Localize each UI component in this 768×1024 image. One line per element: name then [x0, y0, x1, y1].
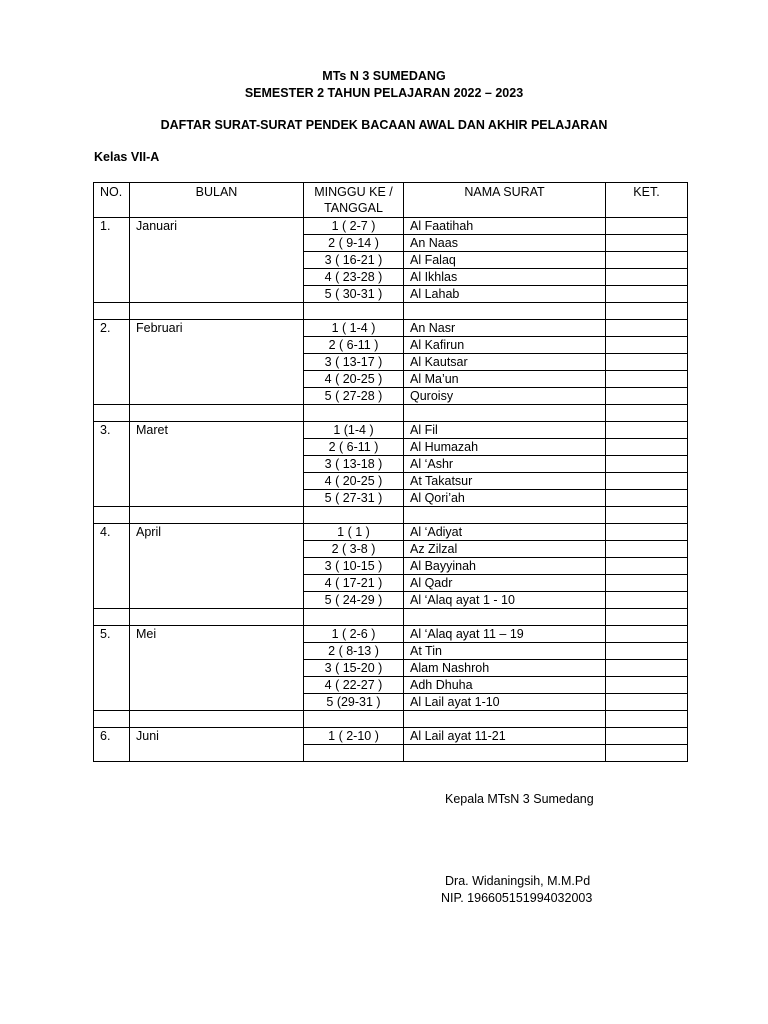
- cell-bulan: [130, 388, 304, 405]
- cell-bulan: [130, 541, 304, 558]
- cell-minggu: 3 ( 13-17 ): [304, 354, 404, 371]
- cell-ket: [606, 524, 688, 541]
- table-row: [94, 677, 688, 694]
- cell-nama-surat: Al Lail ayat 11-21: [404, 728, 606, 745]
- cell-no: [94, 354, 130, 371]
- table-header-row: [94, 183, 688, 218]
- empty-cell: [130, 609, 304, 626]
- cell-ket: [606, 252, 688, 269]
- cell-bulan: [130, 456, 304, 473]
- cell-no: [94, 439, 130, 456]
- cell-nama-surat: An Nasr: [404, 320, 606, 337]
- table-row: [94, 371, 688, 388]
- cell-nama-surat: Al Qadr: [404, 575, 606, 592]
- cell-no: [94, 269, 130, 286]
- cell-ket: [606, 371, 688, 388]
- cell-minggu: 4 ( 17-21 ): [304, 575, 404, 592]
- table-row: [94, 524, 688, 541]
- cell-ket: [606, 235, 688, 252]
- cell-no: [94, 286, 130, 303]
- cell-ket: [606, 456, 688, 473]
- cell-no: [94, 592, 130, 609]
- class-label: Kelas VII-A: [94, 150, 160, 164]
- cell-no: [94, 388, 130, 405]
- cell-no: 2.: [94, 320, 130, 337]
- cell-nama-surat: Alam Nashroh: [404, 660, 606, 677]
- cell-ket: [606, 745, 688, 762]
- spacer-row: [94, 405, 688, 422]
- spacer-row: [94, 609, 688, 626]
- cell-minggu: 2 ( 8-13 ): [304, 643, 404, 660]
- cell-ket: [606, 354, 688, 371]
- empty-cell: [304, 405, 404, 422]
- empty-cell: [130, 303, 304, 320]
- semester-line: SEMESTER 2 TAHUN PELAJARAN 2022 – 2023: [244, 86, 524, 100]
- cell-ket: [606, 643, 688, 660]
- empty-cell: [404, 303, 606, 320]
- spacer-row: [94, 507, 688, 524]
- spacer-row: [94, 711, 688, 728]
- cell-nama-surat: Al ‘Adiyat: [404, 524, 606, 541]
- cell-ket: [606, 439, 688, 456]
- school-name: MTs N 3 SUMEDANG: [322, 69, 446, 83]
- empty-cell: [304, 711, 404, 728]
- cell-bulan: Juni: [130, 728, 304, 745]
- cell-ket: [606, 541, 688, 558]
- cell-nama-surat: Al ‘Alaq ayat 1 - 10: [404, 592, 606, 609]
- empty-cell: [94, 711, 130, 728]
- cell-bulan: [130, 490, 304, 507]
- cell-bulan: [130, 558, 304, 575]
- cell-no: [94, 490, 130, 507]
- cell-bulan: Mei: [130, 626, 304, 643]
- cell-bulan: [130, 643, 304, 660]
- table-row: [94, 337, 688, 354]
- cell-nama-surat: Al ‘Alaq ayat 11 – 19: [404, 626, 606, 643]
- cell-bulan: [130, 269, 304, 286]
- cell-minggu: 1 ( 2-10 ): [304, 728, 404, 745]
- table-row: [94, 252, 688, 269]
- table-row: [94, 592, 688, 609]
- table-row: [94, 745, 688, 762]
- cell-bulan: [130, 660, 304, 677]
- cell-minggu: 3 ( 13-18 ): [304, 456, 404, 473]
- cell-minggu: 3 ( 16-21 ): [304, 252, 404, 269]
- cell-ket: [606, 626, 688, 643]
- spacer-row: [94, 303, 688, 320]
- empty-cell: [94, 609, 130, 626]
- cell-ket: [606, 490, 688, 507]
- table-row: [94, 456, 688, 473]
- table-row: [94, 558, 688, 575]
- signature-title: Kepala MTsN 3 Sumedang: [445, 792, 594, 806]
- cell-bulan: Maret: [130, 422, 304, 439]
- empty-cell: [404, 405, 606, 422]
- cell-ket: [606, 558, 688, 575]
- cell-no: 6.: [94, 728, 130, 745]
- table-row: [94, 218, 688, 235]
- empty-cell: [94, 405, 130, 422]
- cell-nama-surat: Az Zilzal: [404, 541, 606, 558]
- cell-no: [94, 575, 130, 592]
- cell-ket: [606, 269, 688, 286]
- cell-nama-surat: Adh Dhuha: [404, 677, 606, 694]
- cell-minggu: 5 (29-31 ): [304, 694, 404, 711]
- cell-minggu: 4 ( 23-28 ): [304, 269, 404, 286]
- signature-nip: NIP. 196605151994032003: [441, 891, 593, 905]
- empty-cell: [304, 609, 404, 626]
- cell-nama-surat: Al Ma’un: [404, 371, 606, 388]
- cell-nama-surat: Al Kafirun: [404, 337, 606, 354]
- cell-nama-surat: Al Kautsar: [404, 354, 606, 371]
- table-row: [94, 728, 688, 745]
- cell-no: [94, 643, 130, 660]
- cell-minggu: [304, 745, 404, 762]
- table-row: [94, 490, 688, 507]
- signature-name: Dra. Widaningsih, M.M.Pd: [445, 874, 591, 888]
- cell-minggu: 3 ( 15-20 ): [304, 660, 404, 677]
- table-row: [94, 541, 688, 558]
- column-header-bulan: BULAN: [130, 183, 304, 218]
- cell-bulan: April: [130, 524, 304, 541]
- cell-nama-surat: Al Bayyinah: [404, 558, 606, 575]
- empty-cell: [404, 711, 606, 728]
- cell-no: 3.: [94, 422, 130, 439]
- cell-nama-surat: [404, 745, 606, 762]
- empty-cell: [606, 303, 688, 320]
- cell-no: [94, 694, 130, 711]
- cell-minggu: 1 ( 1-4 ): [304, 320, 404, 337]
- table-row: [94, 286, 688, 303]
- cell-ket: [606, 575, 688, 592]
- cell-ket: [606, 422, 688, 439]
- column-header-no: NO.: [94, 183, 130, 218]
- cell-no: [94, 235, 130, 252]
- cell-ket: [606, 286, 688, 303]
- empty-cell: [130, 711, 304, 728]
- cell-no: 4.: [94, 524, 130, 541]
- cell-minggu: 4 ( 20-25 ): [304, 473, 404, 490]
- cell-nama-surat: Quroisy: [404, 388, 606, 405]
- cell-no: [94, 456, 130, 473]
- cell-ket: [606, 218, 688, 235]
- table-row: [94, 235, 688, 252]
- cell-nama-surat: At Tin: [404, 643, 606, 660]
- cell-no: [94, 337, 130, 354]
- cell-no: [94, 473, 130, 490]
- cell-bulan: [130, 745, 304, 762]
- table-row: [94, 694, 688, 711]
- cell-bulan: [130, 286, 304, 303]
- cell-ket: [606, 592, 688, 609]
- empty-cell: [130, 405, 304, 422]
- cell-no: [94, 558, 130, 575]
- cell-nama-surat: Al Faatihah: [404, 218, 606, 235]
- cell-ket: [606, 388, 688, 405]
- table-row: [94, 575, 688, 592]
- table-row: [94, 626, 688, 643]
- table-row: [94, 643, 688, 660]
- cell-bulan: Februari: [130, 320, 304, 337]
- cell-minggu: 2 ( 6-11 ): [304, 337, 404, 354]
- cell-nama-surat: Al Humazah: [404, 439, 606, 456]
- cell-nama-surat: Al Ikhlas: [404, 269, 606, 286]
- column-header-nama-surat: NAMA SURAT: [404, 183, 606, 218]
- cell-minggu: 2 ( 3-8 ): [304, 541, 404, 558]
- cell-bulan: [130, 337, 304, 354]
- cell-ket: [606, 694, 688, 711]
- cell-ket: [606, 660, 688, 677]
- cell-nama-surat: Al Lail ayat 1-10: [404, 694, 606, 711]
- cell-bulan: [130, 677, 304, 694]
- empty-cell: [304, 507, 404, 524]
- cell-minggu: 1 ( 1 ): [304, 524, 404, 541]
- table-row: [94, 354, 688, 371]
- document-title: DAFTAR SURAT-SURAT PENDEK BACAAN AWAL DAN AKHIR PELAJARAN: [160, 118, 608, 132]
- cell-bulan: [130, 439, 304, 456]
- cell-ket: [606, 320, 688, 337]
- table-row: [94, 269, 688, 286]
- column-header-minggu: MINGGU KE / TANGGAL: [304, 183, 404, 218]
- cell-minggu: 4 ( 20-25 ): [304, 371, 404, 388]
- cell-nama-surat: Al Fil: [404, 422, 606, 439]
- empty-cell: [304, 303, 404, 320]
- cell-no: [94, 371, 130, 388]
- empty-cell: [94, 303, 130, 320]
- cell-minggu: 5 ( 27-28 ): [304, 388, 404, 405]
- empty-cell: [606, 711, 688, 728]
- cell-nama-surat: Al Qori’ah: [404, 490, 606, 507]
- cell-bulan: [130, 575, 304, 592]
- cell-ket: [606, 728, 688, 745]
- empty-cell: [404, 609, 606, 626]
- cell-no: [94, 660, 130, 677]
- table-row: [94, 320, 688, 337]
- cell-minggu: 5 ( 30-31 ): [304, 286, 404, 303]
- empty-cell: [404, 507, 606, 524]
- cell-no: [94, 745, 130, 762]
- empty-cell: [606, 609, 688, 626]
- cell-no: [94, 541, 130, 558]
- cell-minggu: 5 ( 24-29 ): [304, 592, 404, 609]
- cell-minggu: 4 ( 22-27 ): [304, 677, 404, 694]
- cell-nama-surat: Al ‘Ashr: [404, 456, 606, 473]
- cell-bulan: [130, 235, 304, 252]
- cell-bulan: [130, 371, 304, 388]
- cell-nama-surat: At Takatsur: [404, 473, 606, 490]
- empty-cell: [606, 507, 688, 524]
- surah-schedule-table: [93, 182, 688, 762]
- cell-ket: [606, 473, 688, 490]
- cell-bulan: [130, 252, 304, 269]
- cell-ket: [606, 677, 688, 694]
- cell-bulan: [130, 694, 304, 711]
- cell-bulan: [130, 592, 304, 609]
- cell-bulan: [130, 473, 304, 490]
- cell-no: [94, 252, 130, 269]
- table-row: [94, 473, 688, 490]
- table-row: [94, 660, 688, 677]
- cell-nama-surat: Al Falaq: [404, 252, 606, 269]
- cell-minggu: 2 ( 9-14 ): [304, 235, 404, 252]
- empty-cell: [130, 507, 304, 524]
- cell-minggu: 2 ( 6-11 ): [304, 439, 404, 456]
- cell-minggu: 5 ( 27-31 ): [304, 490, 404, 507]
- cell-nama-surat: An Naas: [404, 235, 606, 252]
- empty-cell: [606, 405, 688, 422]
- table-row: [94, 422, 688, 439]
- cell-minggu: 1 (1-4 ): [304, 422, 404, 439]
- table-row: [94, 439, 688, 456]
- column-header-ket: KET.: [606, 183, 688, 218]
- cell-no: 5.: [94, 626, 130, 643]
- empty-cell: [94, 507, 130, 524]
- cell-bulan: [130, 354, 304, 371]
- cell-bulan: Januari: [130, 218, 304, 235]
- cell-minggu: 1 ( 2-7 ): [304, 218, 404, 235]
- cell-nama-surat: Al Lahab: [404, 286, 606, 303]
- cell-minggu: 1 ( 2-6 ): [304, 626, 404, 643]
- cell-minggu: 3 ( 10-15 ): [304, 558, 404, 575]
- table-row: [94, 388, 688, 405]
- cell-no: 1.: [94, 218, 130, 235]
- cell-no: [94, 677, 130, 694]
- cell-ket: [606, 337, 688, 354]
